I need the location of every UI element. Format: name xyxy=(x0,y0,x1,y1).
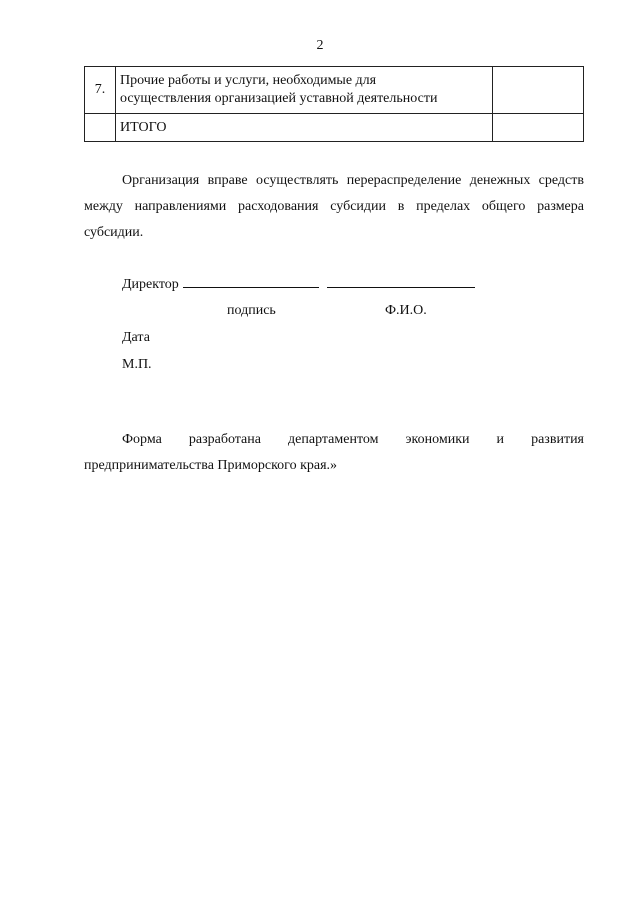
redistribution-paragraph: Организация вправе осуществлять перераспределение денежных средств между направлениями расходования субсидии в пределах общего размера субсидии. xyxy=(84,173,584,240)
page-number: 2 xyxy=(316,38,324,53)
name-blank xyxy=(327,273,475,288)
name-caption: Ф.И.О. xyxy=(385,303,427,318)
expense-table xyxy=(84,66,584,142)
date-label: Дата xyxy=(122,330,150,345)
form-author-paragraph: Форма разработана департаментом экономики и развития предпринимательства Приморского края.» xyxy=(84,432,584,473)
signature-blank xyxy=(183,273,319,288)
row-number xyxy=(85,114,116,142)
row-amount xyxy=(493,67,584,114)
row-label-line-1: Прочие работы и услуги, необходимые для xyxy=(120,73,377,88)
total-label: ИТОГО xyxy=(116,114,493,142)
row-label-line-2: осуществления организацией уставной деятельности xyxy=(120,91,438,106)
table-row xyxy=(85,67,584,114)
row-number: 7. xyxy=(85,67,116,114)
director-signature-line xyxy=(122,273,475,296)
stamp-label: М.П. xyxy=(122,357,152,372)
total-amount xyxy=(493,114,584,142)
row-label xyxy=(116,67,493,114)
table-row-total xyxy=(85,114,584,142)
signature-caption: подпись xyxy=(227,303,276,318)
director-label: Директор xyxy=(122,277,179,292)
